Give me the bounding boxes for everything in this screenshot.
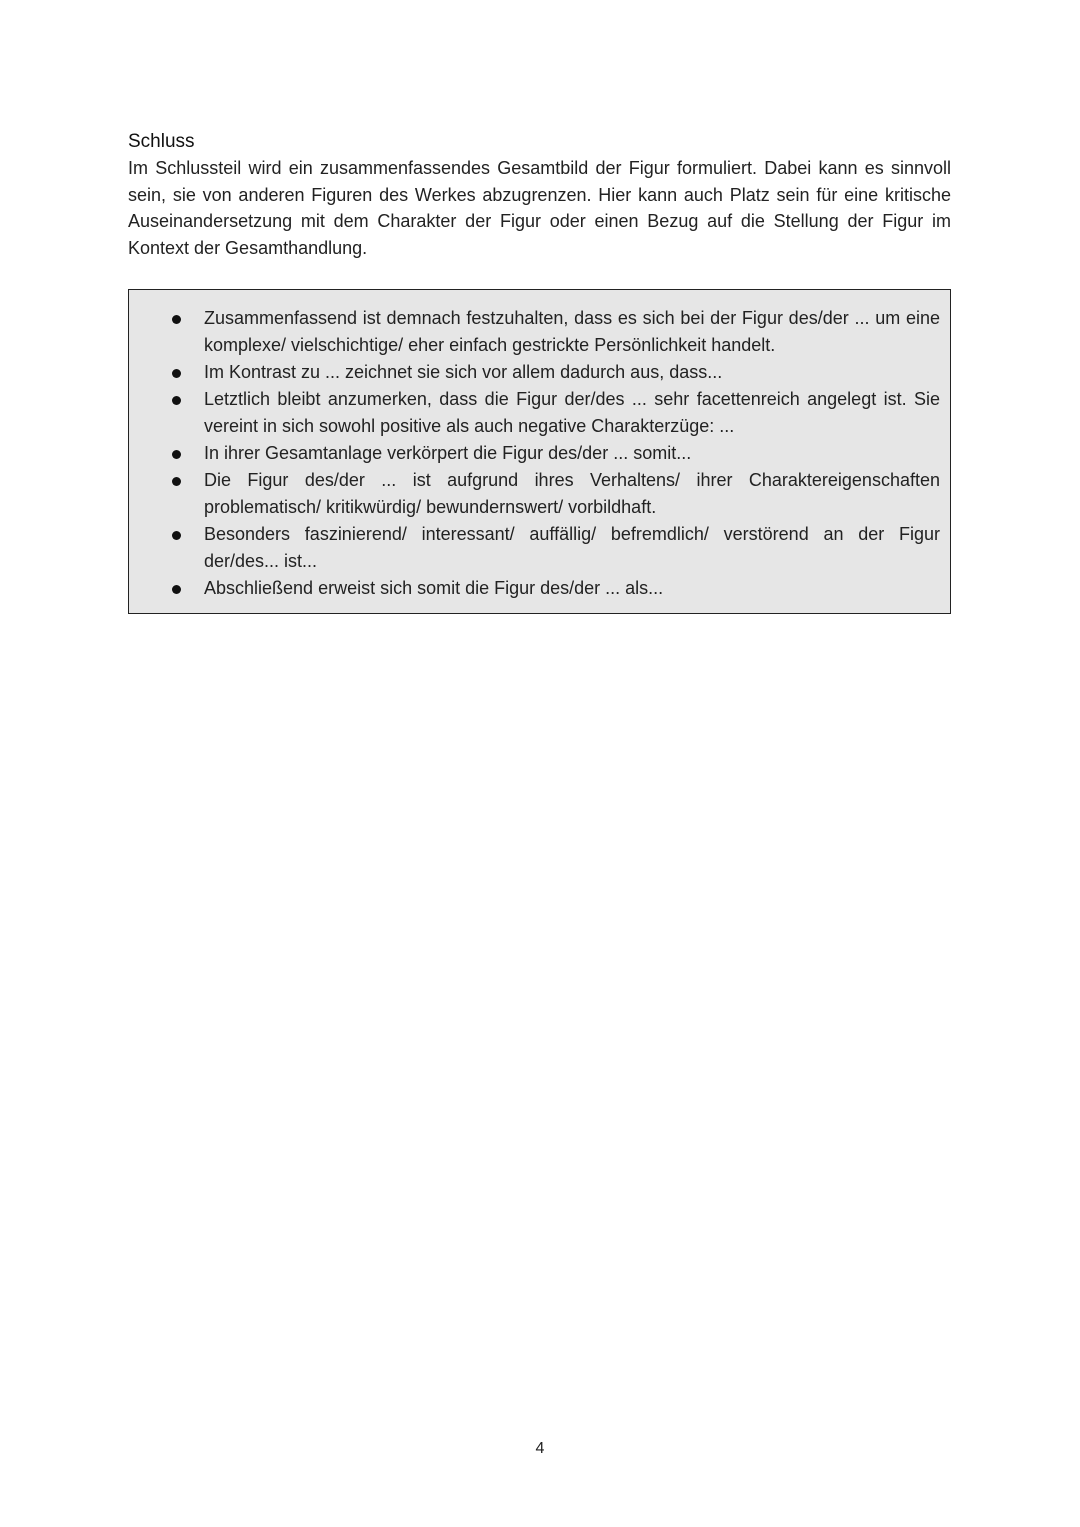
list-item (169, 440, 940, 467)
phrase-text: Im Kontrast zu ... zeichnet sie sich vor allem dadurch aus, dass... (204, 362, 723, 382)
bullet-icon (172, 315, 181, 324)
phrase-text: Letztlich bleibt anzumerken, dass die Figur der/des ... sehr facettenreich angelegt ist. Sie vereint in sich sowohl positive als auch negative Charakterzüge: ... (204, 389, 940, 436)
phrase-text: Besonders faszinierend/ interessant/ auffällig/ befremdlich/ verstörend an der Figur der/des... ist... (204, 524, 940, 571)
list-item (169, 305, 940, 359)
bullet-icon (172, 477, 181, 486)
phrase-text: Abschließend erweist sich somit die Figur des/der ... als... (204, 578, 664, 598)
phrase-text: In ihrer Gesamtanlage verkörpert die Figur des/der ... somit... (204, 443, 692, 463)
bullet-icon (172, 396, 181, 405)
list-item (169, 359, 940, 386)
phrase-text: Die Figur des/der ... ist aufgrund ihres Verhaltens/ ihrer Charaktereigenschaften problematisch/ kritikwürdig/ bewundernswert/ vorbildhaft. (204, 470, 940, 517)
section-title: Schluss (128, 131, 195, 152)
list-item (169, 467, 940, 521)
list-item (169, 575, 940, 602)
bullet-icon (172, 585, 181, 594)
bullet-icon (172, 450, 181, 459)
list-item (169, 386, 940, 440)
phrase-list (169, 305, 940, 602)
document-page (128, 128, 951, 614)
bullet-icon (172, 369, 181, 378)
phrase-text: Zusammenfassend ist demnach festzuhalten, dass es sich bei der Figur des/der ... um eine komplexe/ vielschichtige/ eher einfach gestrickte Persönlichkeit handelt. (204, 308, 940, 355)
list-item (169, 521, 940, 575)
phrase-box (128, 289, 951, 614)
bullet-icon (172, 531, 181, 540)
section-body-paragraph: Im Schlussteil wird ein zusammenfassendes Gesamtbild der Figur formuliert. Dabei kann es sinnvoll sein, sie von anderen Figuren des Werkes abzugrenzen. Hier kann auch Platz sein für eine kritische Auseinandersetzung mit dem Charakter der Figur oder einen Bezug auf die Stellung der Figur im Kontext der Gesamthandlung. (128, 158, 951, 258)
page-number: 4 (535, 1440, 545, 1457)
